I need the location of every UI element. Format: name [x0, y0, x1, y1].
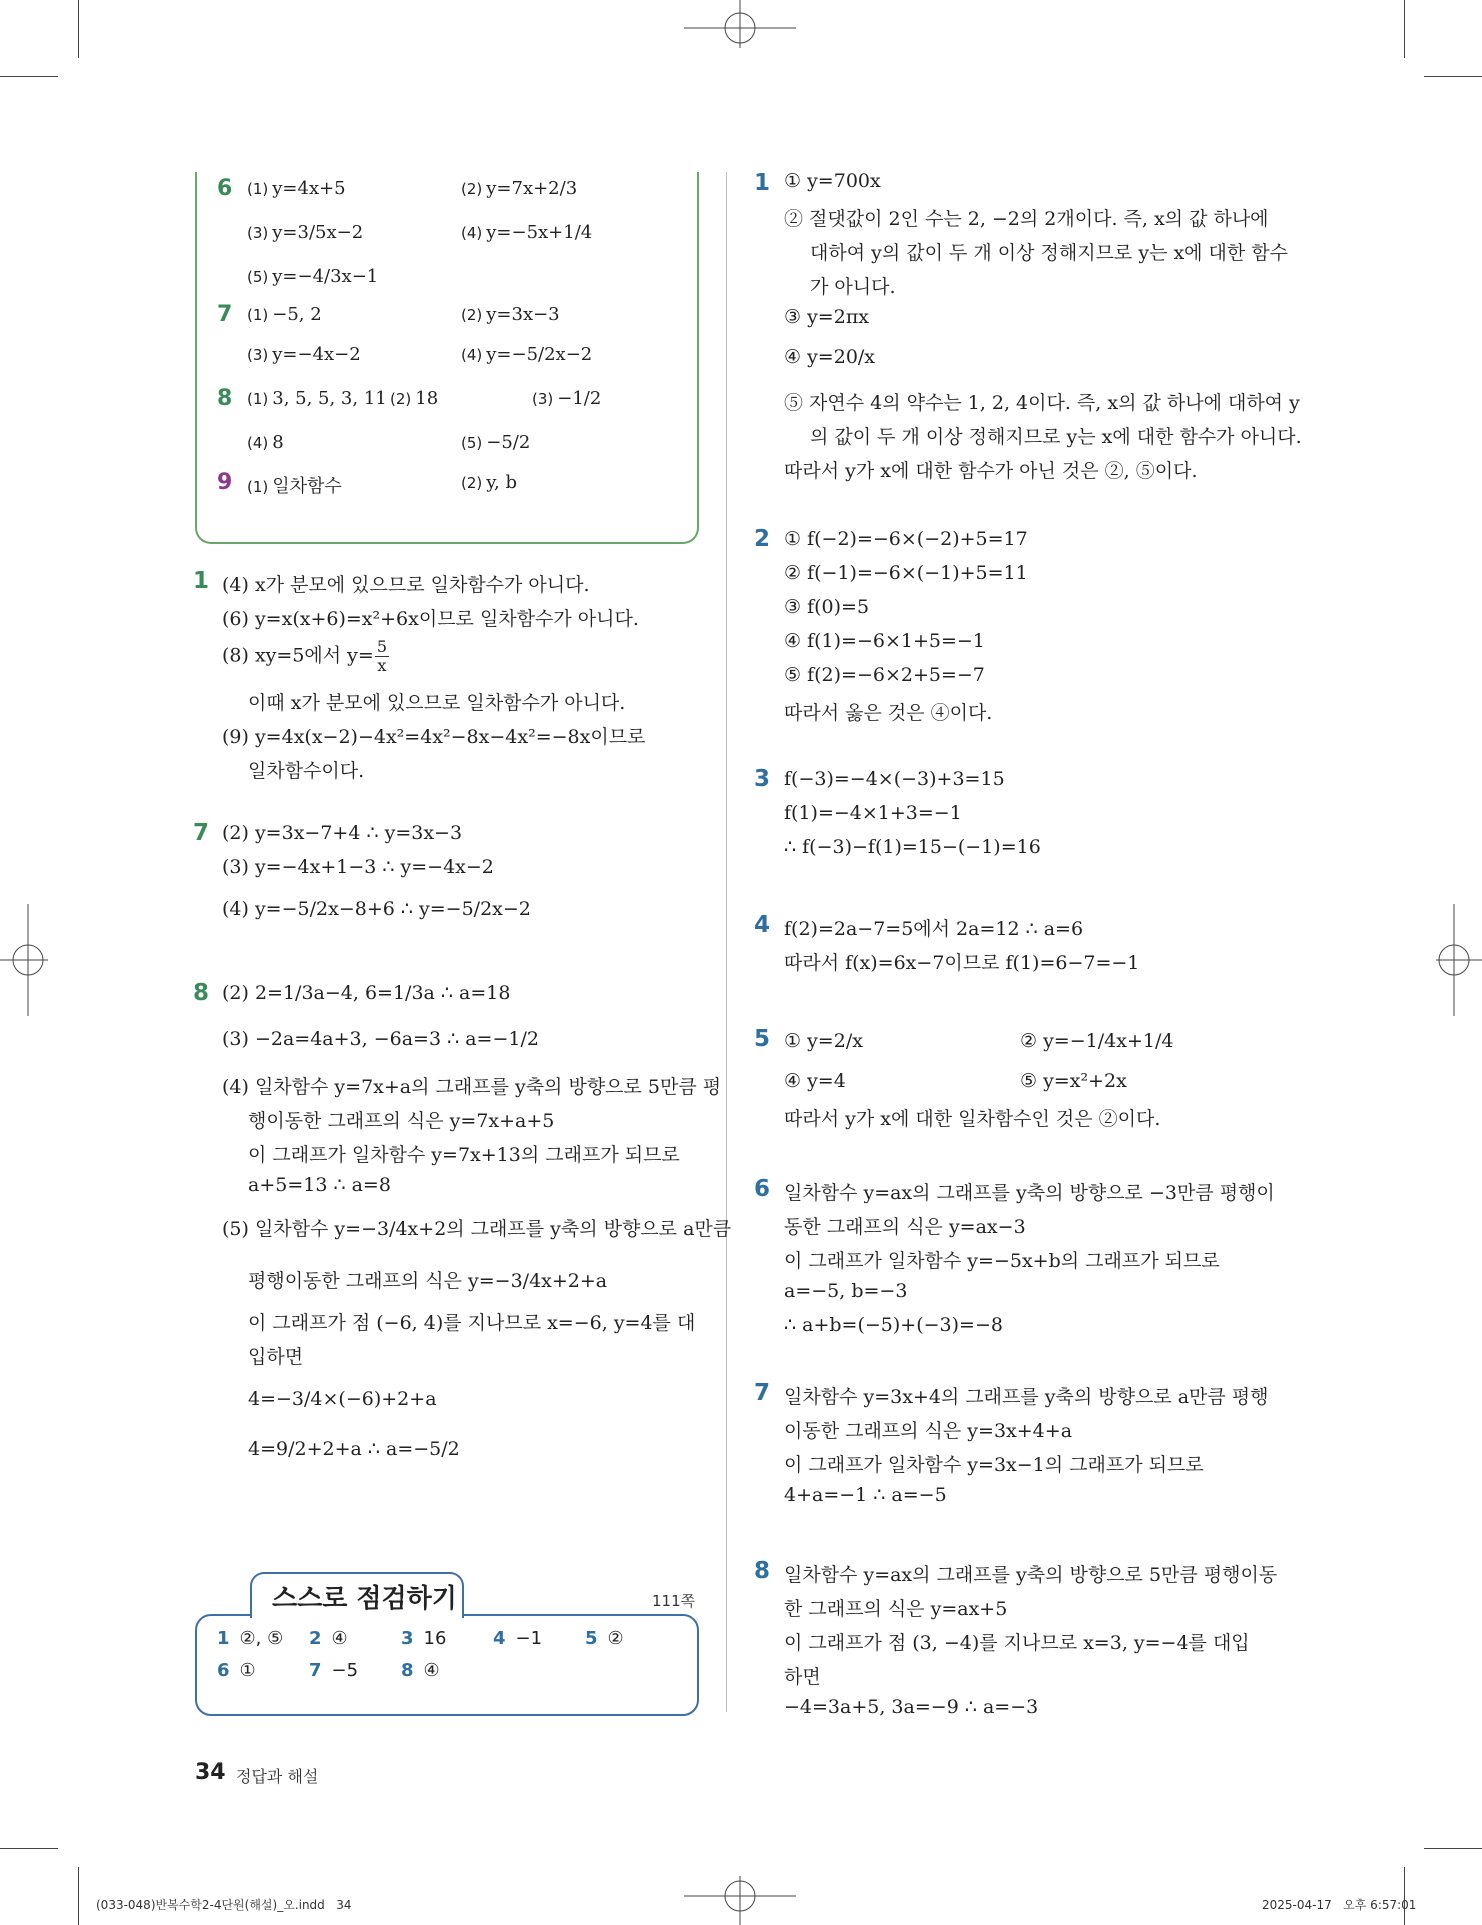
solution-line: (5) 일차함수 y=−3/4x+2의 그래프를 y축의 방향으로 a만큼 [222, 1218, 732, 1240]
answer-value: 일차함수 [272, 476, 342, 497]
solution-line: (9) y=4x(x−2)−4x²=4x²−8x−4x²=−8x이므로 [222, 726, 646, 748]
solution-line: ② f(−1)=−6×(−1)+5=11 [784, 562, 1028, 584]
solution-line: a=−5, b=−3 [784, 1280, 908, 1302]
sub-label: (1) [247, 390, 269, 408]
solution-line: ① f(−2)=−6×(−2)+5=17 [784, 528, 1028, 550]
self-check-answer [401, 1628, 446, 1649]
solution-line: ③ f(0)=5 [784, 596, 870, 618]
answer-item [247, 178, 346, 199]
answer-number: 8 [401, 1660, 414, 1681]
sub-label: (3) [247, 224, 269, 242]
solution-line: ∴ a+b=(−5)+(−3)=−8 [784, 1314, 1003, 1336]
answer-value: y=−4x−2 [272, 344, 361, 365]
answer-item [247, 304, 322, 325]
self-check-answer [217, 1660, 256, 1681]
solution-line: 이 그래프가 일차함수 y=−5x+b의 그래프가 되므로 [784, 1250, 1220, 1272]
solution-line: 따라서 f(x)=6x−7이므로 f(1)=6−7=−1 [784, 952, 1140, 974]
answer-box-rows [197, 172, 697, 542]
answer-item [461, 178, 577, 199]
crop-mark [0, 1848, 58, 1849]
answer-item [247, 222, 363, 243]
answer-value: −5 [331, 1660, 359, 1681]
solution-line: ② y=−1/4x+1/4 [1020, 1030, 1174, 1052]
solution-line: f(−3)=−4×(−3)+3=15 [784, 768, 1005, 790]
column-divider [726, 172, 727, 1712]
answer-value: 18 [415, 388, 439, 409]
sub-label: (3) [247, 346, 269, 364]
solution-line: ⑤ 자연수 4의 약수는 1, 2, 4이다. 즉, x의 값 하나에 대하여 y [784, 392, 1300, 414]
answer-value: y=−5/2x−2 [486, 344, 593, 365]
solution-line: 가 아니다. [810, 276, 896, 298]
answer-number: 4 [493, 1628, 506, 1649]
problem-number: 9 [217, 470, 233, 495]
answer-item [461, 472, 517, 493]
problem-number: 1 [193, 568, 210, 594]
solution-line: (6) y=x(x+6)=x²+6x이므로 일차함수가 아니다. [222, 608, 639, 630]
problem-number: 3 [754, 766, 771, 792]
answer-value: ② [607, 1628, 624, 1649]
self-check-answer [309, 1628, 348, 1649]
answer-number: 5 [585, 1628, 598, 1649]
self-check-answer [401, 1660, 440, 1681]
sub-label: (2) [461, 180, 483, 198]
problem-number: 6 [754, 1176, 771, 1202]
solution-line: −4=3a+5, 3a=−9 ∴ a=−3 [784, 1696, 1039, 1718]
problem-number: 5 [754, 1026, 771, 1052]
answer-item [247, 266, 378, 287]
sub-label: (1) [247, 478, 269, 496]
answer-value: −1 [515, 1628, 543, 1649]
crop-mark [78, 1867, 79, 1925]
registration-mark-icon [0, 900, 50, 1020]
sub-label: (2) [461, 474, 483, 492]
solution-line: ④ f(1)=−6×1+5=−1 [784, 630, 985, 652]
sub-label: (2) [390, 390, 412, 408]
solution-line: f(1)=−4×1+3=−1 [784, 802, 962, 824]
solution-line: ③ y=2πx [784, 306, 870, 328]
sub-label: (4) [461, 224, 483, 242]
self-check-box [195, 1614, 699, 1716]
solution-line: (4) x가 분모에 있으므로 일차함수가 아니다. [222, 574, 590, 596]
answer-number: 6 [217, 1660, 230, 1681]
answer-value: y=3/5x−2 [272, 222, 364, 243]
solution-line: ① y=700x [784, 170, 881, 192]
crop-mark [0, 76, 58, 77]
self-check-answer [585, 1628, 624, 1649]
solution-line: 4=9/2+2+a ∴ a=−5/2 [248, 1438, 460, 1460]
answer-item [247, 432, 284, 453]
answer-box [195, 172, 699, 544]
solution-line: 따라서 y가 x에 대한 함수가 아닌 것은 ②, ⑤이다. [784, 460, 1198, 482]
solution-line: a+5=13 ∴ a=8 [248, 1174, 391, 1196]
right-column [754, 166, 1302, 1726]
self-check-title: 스스로 점검하기 [272, 1584, 457, 1614]
solution-line: ⑤ y=x²+2x [1020, 1070, 1127, 1092]
self-check-answer [493, 1628, 542, 1649]
answer-item [247, 388, 387, 409]
solution-line: 행이동한 그래프의 식은 y=7x+a+5 [248, 1110, 555, 1132]
answer-value: y=3x−3 [486, 304, 560, 325]
solution-line: 일차함수 y=3x+4의 그래프를 y축의 방향으로 a만큼 평행 [784, 1386, 1269, 1408]
solution-line: 이때 x가 분모에 있으므로 일차함수가 아니다. [248, 692, 626, 714]
solution-line: ⑤ f(2)=−6×2+5=−7 [784, 664, 985, 686]
answer-number: 2 [309, 1628, 322, 1649]
solution-line: 4=−3/4×(−6)+2+a [248, 1388, 437, 1410]
answer-item [390, 388, 438, 409]
solution-line: (3) y=−4x+1−3 ∴ y=−4x−2 [222, 856, 494, 878]
answer-value: y=−5x+1/4 [486, 222, 593, 243]
solution-line: 일차함수 y=ax의 그래프를 y축의 방향으로 −3만큼 평행이 [784, 1182, 1275, 1204]
print-stamp: 2025-04-17 오후 6:57:01 [1262, 1898, 1417, 1912]
answer-item [247, 472, 342, 498]
problem-number: 7 [217, 302, 233, 327]
solution-line: 입하면 [248, 1346, 304, 1368]
solution-line: 하면 [784, 1666, 821, 1688]
solution-line: 이 그래프가 일차함수 y=7x+13의 그래프가 되므로 [248, 1144, 680, 1166]
solution-line: f(2)=2a−7=5에서 2a=12 ∴ a=6 [784, 918, 1084, 940]
answer-value: −1/2 [557, 388, 602, 409]
solution-line: 일차함수 y=ax의 그래프를 y축의 방향으로 5만큼 평행이동 [784, 1564, 1278, 1586]
sub-label: (1) [247, 180, 269, 198]
answer-item [461, 432, 530, 453]
sub-label: (5) [247, 268, 269, 286]
answer-number: 1 [217, 1628, 230, 1649]
crop-mark [1424, 1848, 1482, 1849]
solution-line: (8) xy=5에서 y= $\frac{5}{x}$ [222, 637, 387, 675]
solution-line: 이 그래프가 점 (3, −4)를 지나므로 x=3, y=−4를 대입 [784, 1632, 1250, 1654]
solution-line: 동한 그래프의 식은 y=ax−3 [784, 1216, 1026, 1238]
registration-mark-icon [680, 1872, 800, 1925]
problem-number: 1 [754, 170, 771, 196]
solution-line: ④ y=4 [784, 1070, 846, 1092]
answer-number: 7 [309, 1660, 322, 1681]
problem-number: 8 [193, 980, 210, 1006]
answer-value: y=4x+5 [272, 178, 346, 199]
left-column [190, 566, 732, 1526]
self-check-answer [309, 1660, 358, 1681]
solution-line: 이동한 그래프의 식은 y=3x+4+a [784, 1420, 1073, 1442]
problem-number: 7 [754, 1380, 771, 1406]
solution-line: ② 절댓값이 2인 수는 2, −2의 2개이다. 즉, x의 값 하나에 [784, 208, 1269, 230]
solution-line: (3) −2a=4a+3, −6a=3 ∴ a=−1/2 [222, 1028, 539, 1050]
answer-value: ① [239, 1660, 256, 1681]
answer-value: ④ [423, 1660, 440, 1681]
crop-mark [78, 0, 79, 58]
sub-label: (4) [247, 434, 269, 452]
solution-line: 한 그래프의 식은 y=ax+5 [784, 1598, 1008, 1620]
crop-mark [1404, 0, 1405, 58]
sub-label: (5) [461, 434, 483, 452]
solution-line: (4) y=−5/2x−8+6 ∴ y=−5/2x−2 [222, 898, 531, 920]
answer-value: 8 [272, 432, 284, 453]
solution-line: 일차함수이다. [248, 760, 365, 782]
answer-value: −5, 2 [272, 304, 322, 325]
solution-line: 이 그래프가 일차함수 y=3x−1의 그래프가 되므로 [784, 1454, 1204, 1476]
answer-value: −5/2 [486, 432, 531, 453]
solution-line: 대하여 y의 값이 두 개 이상 정해지므로 y는 x에 대한 함수 [810, 242, 1289, 264]
registration-mark-icon [1432, 900, 1482, 1020]
answer-item [461, 222, 592, 243]
answer-value: ②, ⑤ [239, 1628, 284, 1649]
solution-line: (4) 일차함수 y=7x+a의 그래프를 y축의 방향으로 5만큼 평 [222, 1076, 722, 1098]
solution-line: (2) y=3x−7+4 ∴ y=3x−3 [222, 822, 463, 844]
file-slug: (033-048)반복수학2-4단원(해설)_오.indd 34 [96, 1898, 352, 1912]
solution-line: ④ y=20/x [784, 346, 876, 368]
solution-line: 평행이동한 그래프의 식은 y=−3/4x+2+a [248, 1270, 608, 1292]
answer-item [461, 344, 592, 365]
answer-value: 3, 5, 5, 3, 11 [272, 388, 387, 409]
solution-line: ∴ f(−3)−f(1)=15−(−1)=16 [784, 836, 1041, 858]
answer-item [461, 304, 560, 325]
self-check-answer [217, 1628, 283, 1649]
answer-value: y, b [486, 472, 517, 493]
self-check-page: 111쪽 [652, 1592, 696, 1610]
sub-label: (4) [461, 346, 483, 364]
answer-value: 16 [423, 1628, 447, 1649]
problem-number: 2 [754, 526, 771, 552]
answer-item [532, 388, 601, 409]
problem-number: 4 [754, 912, 771, 938]
sub-label: (3) [532, 390, 554, 408]
problem-number: 7 [193, 820, 210, 846]
solution-line: 이 그래프가 점 (−6, 4)를 지나므로 x=−6, y=4를 대 [248, 1312, 696, 1334]
registration-mark-icon [680, 0, 800, 50]
sub-label: (2) [461, 306, 483, 324]
sub-label: (1) [247, 306, 269, 324]
answer-value: y=−4/3x−1 [272, 266, 379, 287]
problem-number: 8 [217, 386, 233, 411]
self-check-answers [197, 1616, 697, 1714]
solution-line: (2) 2=1/3a−4, 6=1/3a ∴ a=18 [222, 982, 511, 1004]
solution-line: 4+a=−1 ∴ a=−5 [784, 1484, 947, 1506]
solution-line: ① y=2/x [784, 1030, 863, 1052]
answer-value: ④ [331, 1628, 348, 1649]
solution-line: 따라서 y가 x에 대한 일차함수인 것은 ②이다. [784, 1108, 1161, 1130]
crop-mark [1424, 76, 1482, 77]
problem-number: 6 [217, 176, 233, 201]
solution-line: 의 값이 두 개 이상 정해지므로 y는 x에 대한 함수가 아니다. [810, 426, 1302, 448]
problem-number: 8 [754, 1558, 771, 1584]
footer-label: 정답과 해설 [236, 1767, 319, 1786]
page-number: 34 [195, 1760, 226, 1785]
solution-line: 따라서 옳은 것은 ④이다. [784, 702, 993, 724]
answer-value: y=7x+2/3 [486, 178, 578, 199]
answer-number: 3 [401, 1628, 414, 1649]
answer-item [247, 344, 361, 365]
